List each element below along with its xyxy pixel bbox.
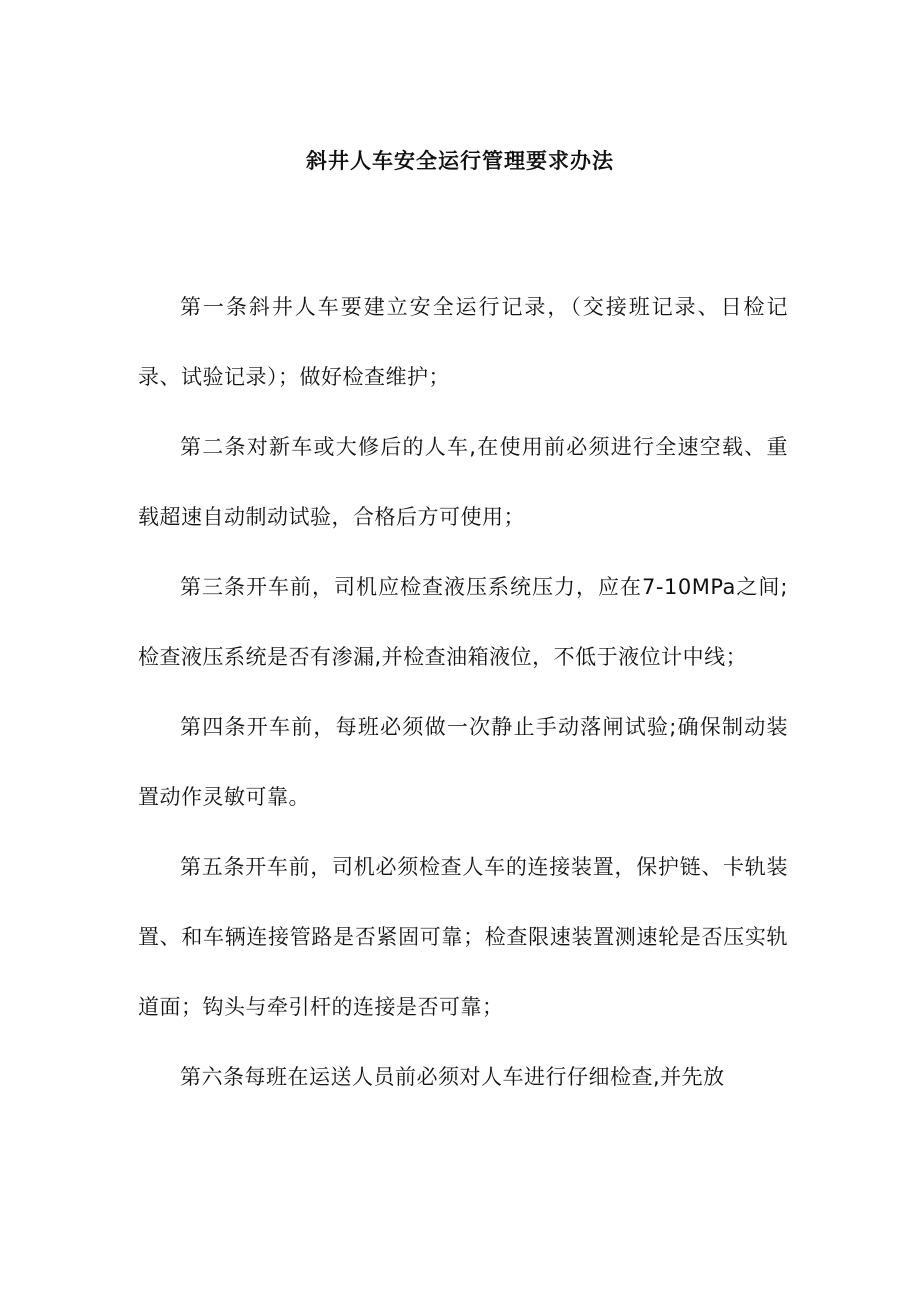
document-title: 斜井人车安全运行管理要求办法 (306, 149, 614, 173)
paragraph-article-5: 第五条开车前，司机必须检查人车的连接装置，保护链、卡轨装置、和车辆连接管路是否紧固可靠；检查限速装置测速轮是否压实轨道面；钩头与牵引杆的连接是否可靠； (138, 855, 788, 1019)
paragraph-article-6: 第六条每班在运送人员前必须对人车进行仔细检查,并先放 (180, 1065, 725, 1089)
paragraph-article-2: 第二条对新车或大修后的人车,在使用前必须进行全速空载、重载超速自动制动试验，合格后方可使用； (138, 435, 788, 529)
document-body (138, 272, 788, 1112)
paragraph-article-1: 第一条斜井人车要建立安全运行记录，（交接班记录、日检记录、试验记录）；做好检查维护； (138, 295, 788, 389)
paragraph-article-3: 第三条开车前，司机应检查液压系统压力，应在7-10MPa之间;检查液压系统是否有渗漏,并检查油箱液位，不低于液位计中线； (138, 575, 788, 669)
paragraph-article-4: 第四条开车前，每班必须做一次静止手动落闸试验;确保制动装置动作灵敏可靠。 (138, 715, 788, 809)
